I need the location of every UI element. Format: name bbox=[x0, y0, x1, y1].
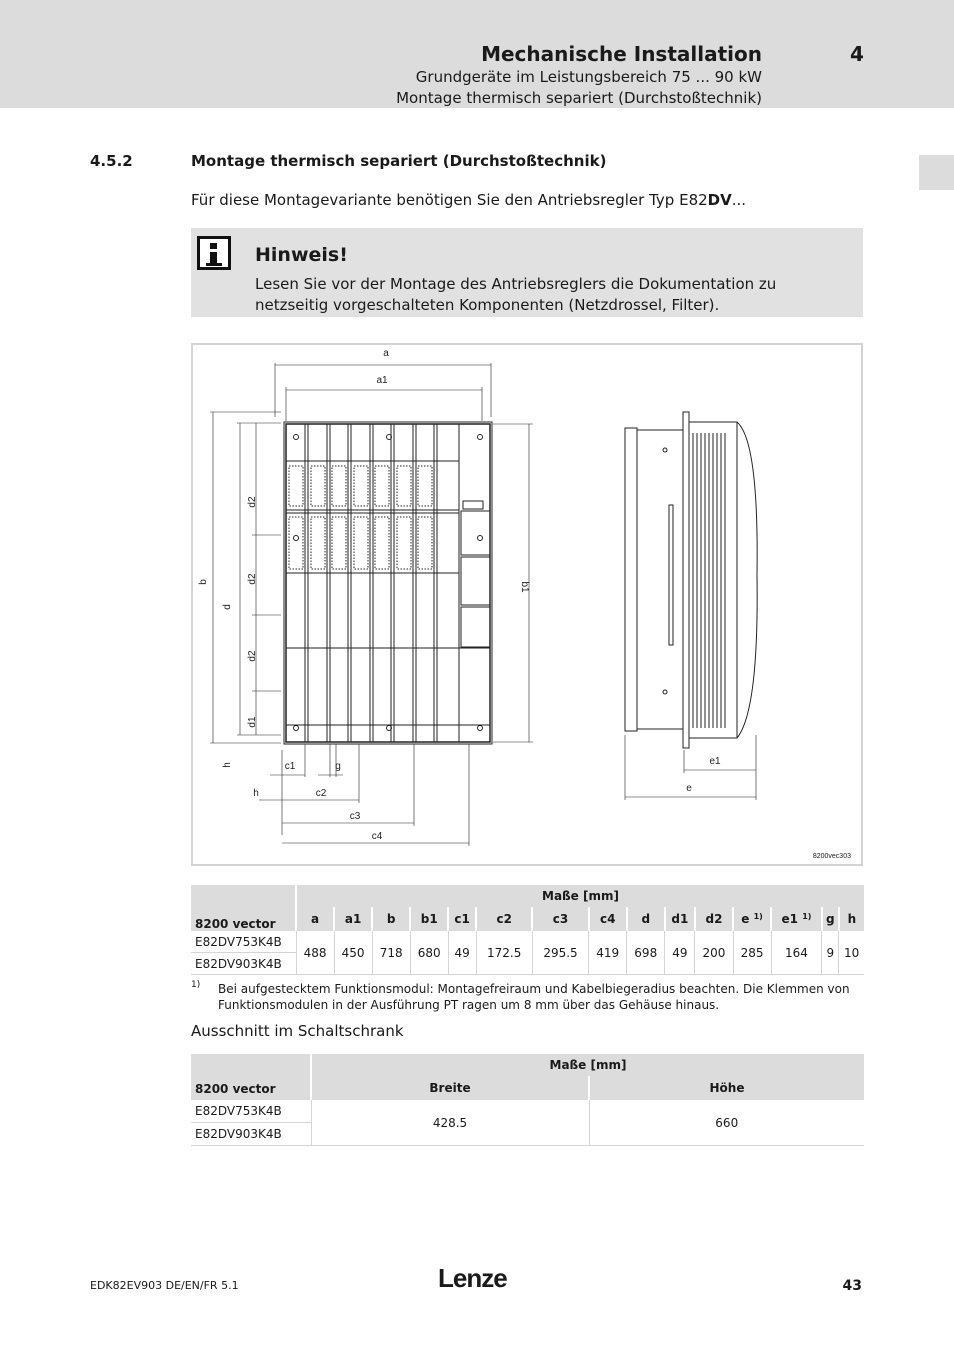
value-e1: 164 bbox=[771, 931, 822, 975]
value-h: 10 bbox=[839, 931, 864, 975]
col-header-c3: c3 bbox=[532, 907, 588, 931]
cutout-model-cell: E82DV753K4B bbox=[191, 1100, 311, 1123]
side-flange bbox=[625, 428, 637, 731]
col-header-b: b bbox=[372, 907, 410, 931]
col-header-c4: c4 bbox=[589, 907, 627, 931]
dim-label-c2: c2 bbox=[315, 788, 327, 799]
cutout-width-value: 428.5 bbox=[311, 1100, 589, 1146]
col-header-b1: b1 bbox=[410, 907, 448, 931]
dim-label-d1: d1 bbox=[247, 716, 258, 728]
model-cell: E82DV903K4B bbox=[191, 953, 296, 975]
lenze-logo: Lenze bbox=[438, 1263, 507, 1293]
note-box bbox=[191, 228, 863, 317]
dim-label-c4: c4 bbox=[371, 831, 383, 842]
page-number: 43 bbox=[842, 1278, 862, 1294]
dimensions-group-header: Maße [mm] bbox=[296, 885, 864, 907]
value-b: 718 bbox=[372, 931, 410, 975]
chapter-tab-marker bbox=[919, 155, 954, 190]
dim-label-h: h bbox=[253, 788, 259, 799]
value-e: 285 bbox=[733, 931, 771, 975]
chapter-subtitle: Grundgeräte im Leistungsbereich 75 ... 90 kW bbox=[415, 68, 762, 86]
dim-label-c1: c1 bbox=[284, 761, 296, 772]
col-header-g: g bbox=[822, 907, 839, 931]
col-header-d: d bbox=[627, 907, 665, 931]
value-a: 488 bbox=[296, 931, 334, 975]
section-number: 4.5.2 bbox=[90, 152, 133, 170]
model-header: 8200 vector bbox=[191, 885, 296, 931]
dim-label-e1: e1 bbox=[709, 756, 721, 767]
col-header-e: e $^{1)}$ bbox=[733, 907, 771, 931]
value-g: 9 bbox=[822, 931, 839, 975]
figure-id: 8200vec303 bbox=[812, 853, 851, 860]
chapter-title: Mechanische Installation bbox=[481, 42, 762, 66]
cutout-table bbox=[191, 1054, 864, 1146]
value-c3: 295.5 bbox=[532, 931, 588, 975]
document-id: EDK82EV903 DE/EN/FR 5.1 bbox=[90, 1279, 239, 1292]
col-header-e1: e1 $^{1)}$ bbox=[771, 907, 822, 931]
dimension-table bbox=[191, 885, 864, 975]
value-d2: 200 bbox=[695, 931, 733, 975]
note-title: Hinweis! bbox=[255, 244, 348, 266]
value-b1: 680 bbox=[410, 931, 448, 975]
dim-label-e: e bbox=[686, 783, 692, 794]
col-header-width: Breite bbox=[311, 1076, 589, 1100]
col-header-d1: d1 bbox=[665, 907, 695, 931]
dim-label-d2-top: d2 bbox=[247, 496, 258, 508]
value-d: 698 bbox=[627, 931, 665, 975]
dimension-drawing bbox=[191, 343, 863, 866]
dim-label-d2-mid: d2 bbox=[247, 573, 258, 585]
col-header-h: h bbox=[839, 907, 864, 931]
dim-label-a1: a1 bbox=[376, 375, 388, 386]
value-c1: 49 bbox=[448, 931, 476, 975]
col-header-a1: a1 bbox=[334, 907, 372, 931]
footnote-mark: 1) bbox=[191, 980, 201, 990]
dim-label-b: b bbox=[198, 579, 209, 585]
col-header-height: Höhe bbox=[589, 1076, 864, 1100]
dim-label-b1: b1 bbox=[519, 581, 530, 593]
value-a1: 450 bbox=[334, 931, 372, 975]
dim-label-d: d bbox=[222, 604, 233, 610]
cutout-model-cell: E82DV903K4B bbox=[191, 1123, 311, 1146]
cutout-group-header: Maße [mm] bbox=[311, 1054, 864, 1076]
dim-label-c3: c3 bbox=[349, 811, 361, 822]
value-c2: 172.5 bbox=[476, 931, 532, 975]
dim-label-d2-bottom: d2 bbox=[247, 650, 258, 662]
cutout-height-value: 660 bbox=[589, 1100, 864, 1146]
dim-label-g: g bbox=[335, 761, 341, 772]
intro-text: Für diese Montagevariante benötigen Sie den Antriebsregler Typ E82DV... bbox=[191, 191, 747, 209]
value-d1: 49 bbox=[665, 931, 695, 975]
note-text: Lesen Sie vor der Montage des Antriebsreglers die Dokumentation zu netzseitig vorgeschalteten Komponenten (Netzdrossel, Filter). bbox=[255, 275, 777, 314]
dim-label-a: a bbox=[383, 348, 389, 359]
info-icon bbox=[197, 236, 231, 270]
cutout-heading: Ausschnitt im Schaltschrank bbox=[191, 1022, 404, 1040]
col-header-c2: c2 bbox=[476, 907, 532, 931]
section-title: Montage thermisch separiert (Durchstoßtechnik) bbox=[191, 152, 607, 170]
cutout-model-header: 8200 vector bbox=[191, 1054, 311, 1100]
footnote-text: Bei aufgestecktem Funktionsmodul: Montagefreiraum und Kabelbiegeradius beachten. Die Klemmen von Funktionsmodulen in der Ausführung PT ragen um 8 mm über das Gehäuse hinaus. bbox=[218, 982, 850, 1012]
value-c4: 419 bbox=[589, 931, 627, 975]
model-cell: E82DV753K4B bbox=[191, 931, 296, 953]
col-header-a: a bbox=[296, 907, 334, 931]
col-header-d2: d2 bbox=[695, 907, 733, 931]
chapter-number: 4 bbox=[850, 42, 864, 66]
dim-label-h-vertical: h bbox=[222, 762, 233, 768]
col-header-c1: c1 bbox=[448, 907, 476, 931]
section-subtitle: Montage thermisch separiert (Durchstoßtechnik) bbox=[396, 89, 762, 107]
